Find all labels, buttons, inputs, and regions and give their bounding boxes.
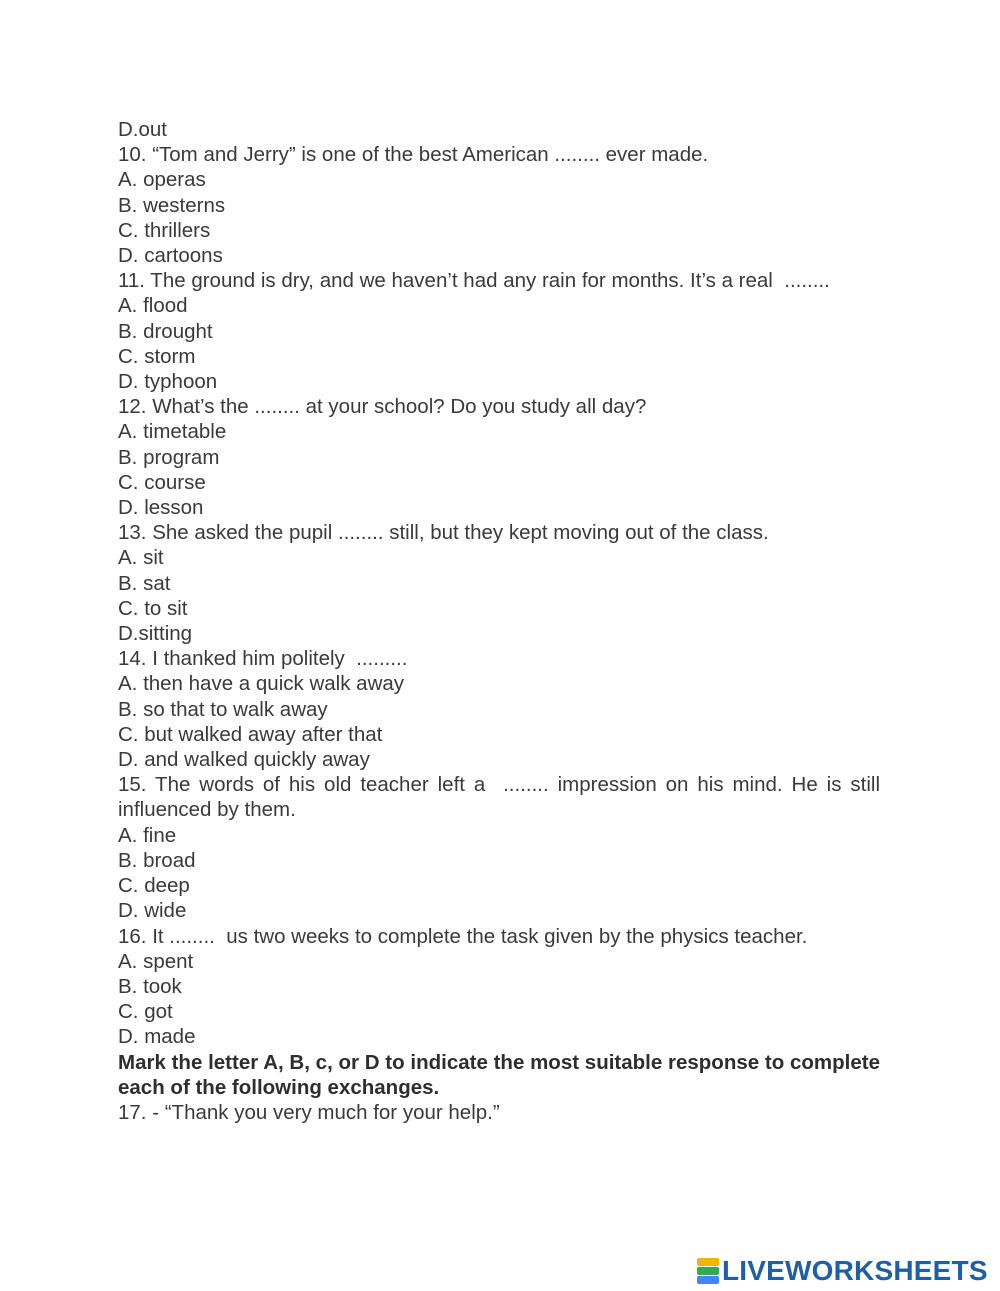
worksheet-line: D. lesson (118, 496, 204, 520)
liveworksheets-logo-icon (697, 1258, 719, 1284)
worksheet-line: A. sit (118, 546, 164, 570)
worksheet-line: D. cartoons (118, 244, 223, 268)
worksheet-line: 13. She asked the pupil ........ still, but they kept moving out of the class. (118, 521, 769, 545)
worksheet-line: 15. The words of his old teacher left a ........ impression on his mind. He is still influenced by them. (118, 773, 886, 822)
liveworksheets-logo (697, 1253, 988, 1289)
worksheet-line: D.sitting (118, 622, 193, 646)
worksheet-line: D. wide (118, 899, 187, 923)
worksheet-line: A. then have a quick walk away (118, 672, 405, 696)
logo-block-top (697, 1258, 719, 1266)
worksheet-line: C. deep (118, 874, 190, 898)
worksheet-line: B. took (118, 974, 182, 998)
worksheet-line: C. thrillers (118, 218, 211, 242)
worksheet-line: 14. I thanked him politely ......... (118, 647, 408, 671)
worksheet-line: D. and walked quickly away (118, 748, 370, 772)
section-instruction: Mark the letter A, B, c, or D to indicate the most suitable response to complete each of the following exchanges. (118, 1050, 886, 1099)
worksheet-line: 17. - “Thank you very much for your help.” (118, 1100, 500, 1124)
worksheet-line: 16. It ........ us two weeks to complete the task given by the physics teacher. (118, 924, 808, 948)
worksheet-line: A. timetable (118, 420, 227, 444)
worksheet-line: B. broad (118, 848, 196, 872)
worksheet-line: B. sat (118, 571, 171, 595)
worksheet-line: C. course (118, 470, 206, 494)
logo-text: LIVEWORKSHEETS (722, 1255, 988, 1286)
worksheet-text (118, 117, 886, 1125)
worksheet-line: C. got (118, 1000, 173, 1024)
worksheet-line: 10. “Tom and Jerry” is one of the best American ........ ever made. (118, 143, 709, 167)
worksheet-line: C. to sit (118, 596, 188, 620)
worksheet-line: A. fine (118, 823, 177, 847)
worksheet-line: C. storm (118, 344, 196, 368)
worksheet-line: D.out (118, 118, 167, 141)
worksheet-line: A. operas (118, 168, 206, 192)
worksheet-line: B. drought (118, 319, 213, 343)
worksheet-line: B. program (118, 445, 220, 469)
logo-block-middle (697, 1267, 719, 1275)
worksheet-line: B. westerns (118, 193, 226, 217)
worksheet-line: B. so that to walk away (118, 697, 328, 721)
logo-block-bottom (697, 1276, 719, 1284)
worksheet-line: A. spent (118, 949, 194, 973)
worksheet-line: A. flood (118, 294, 188, 318)
worksheet-line: C. but walked away after that (118, 722, 383, 746)
worksheet-line: 11. The ground is dry, and we haven’t had any rain for months. It’s a real ........ (118, 269, 830, 293)
worksheet-line: D. made (118, 1025, 196, 1049)
worksheet-line: 12. What’s the ........ at your school? Do you study all day? (118, 395, 647, 419)
worksheet-line: D. typhoon (118, 370, 218, 394)
